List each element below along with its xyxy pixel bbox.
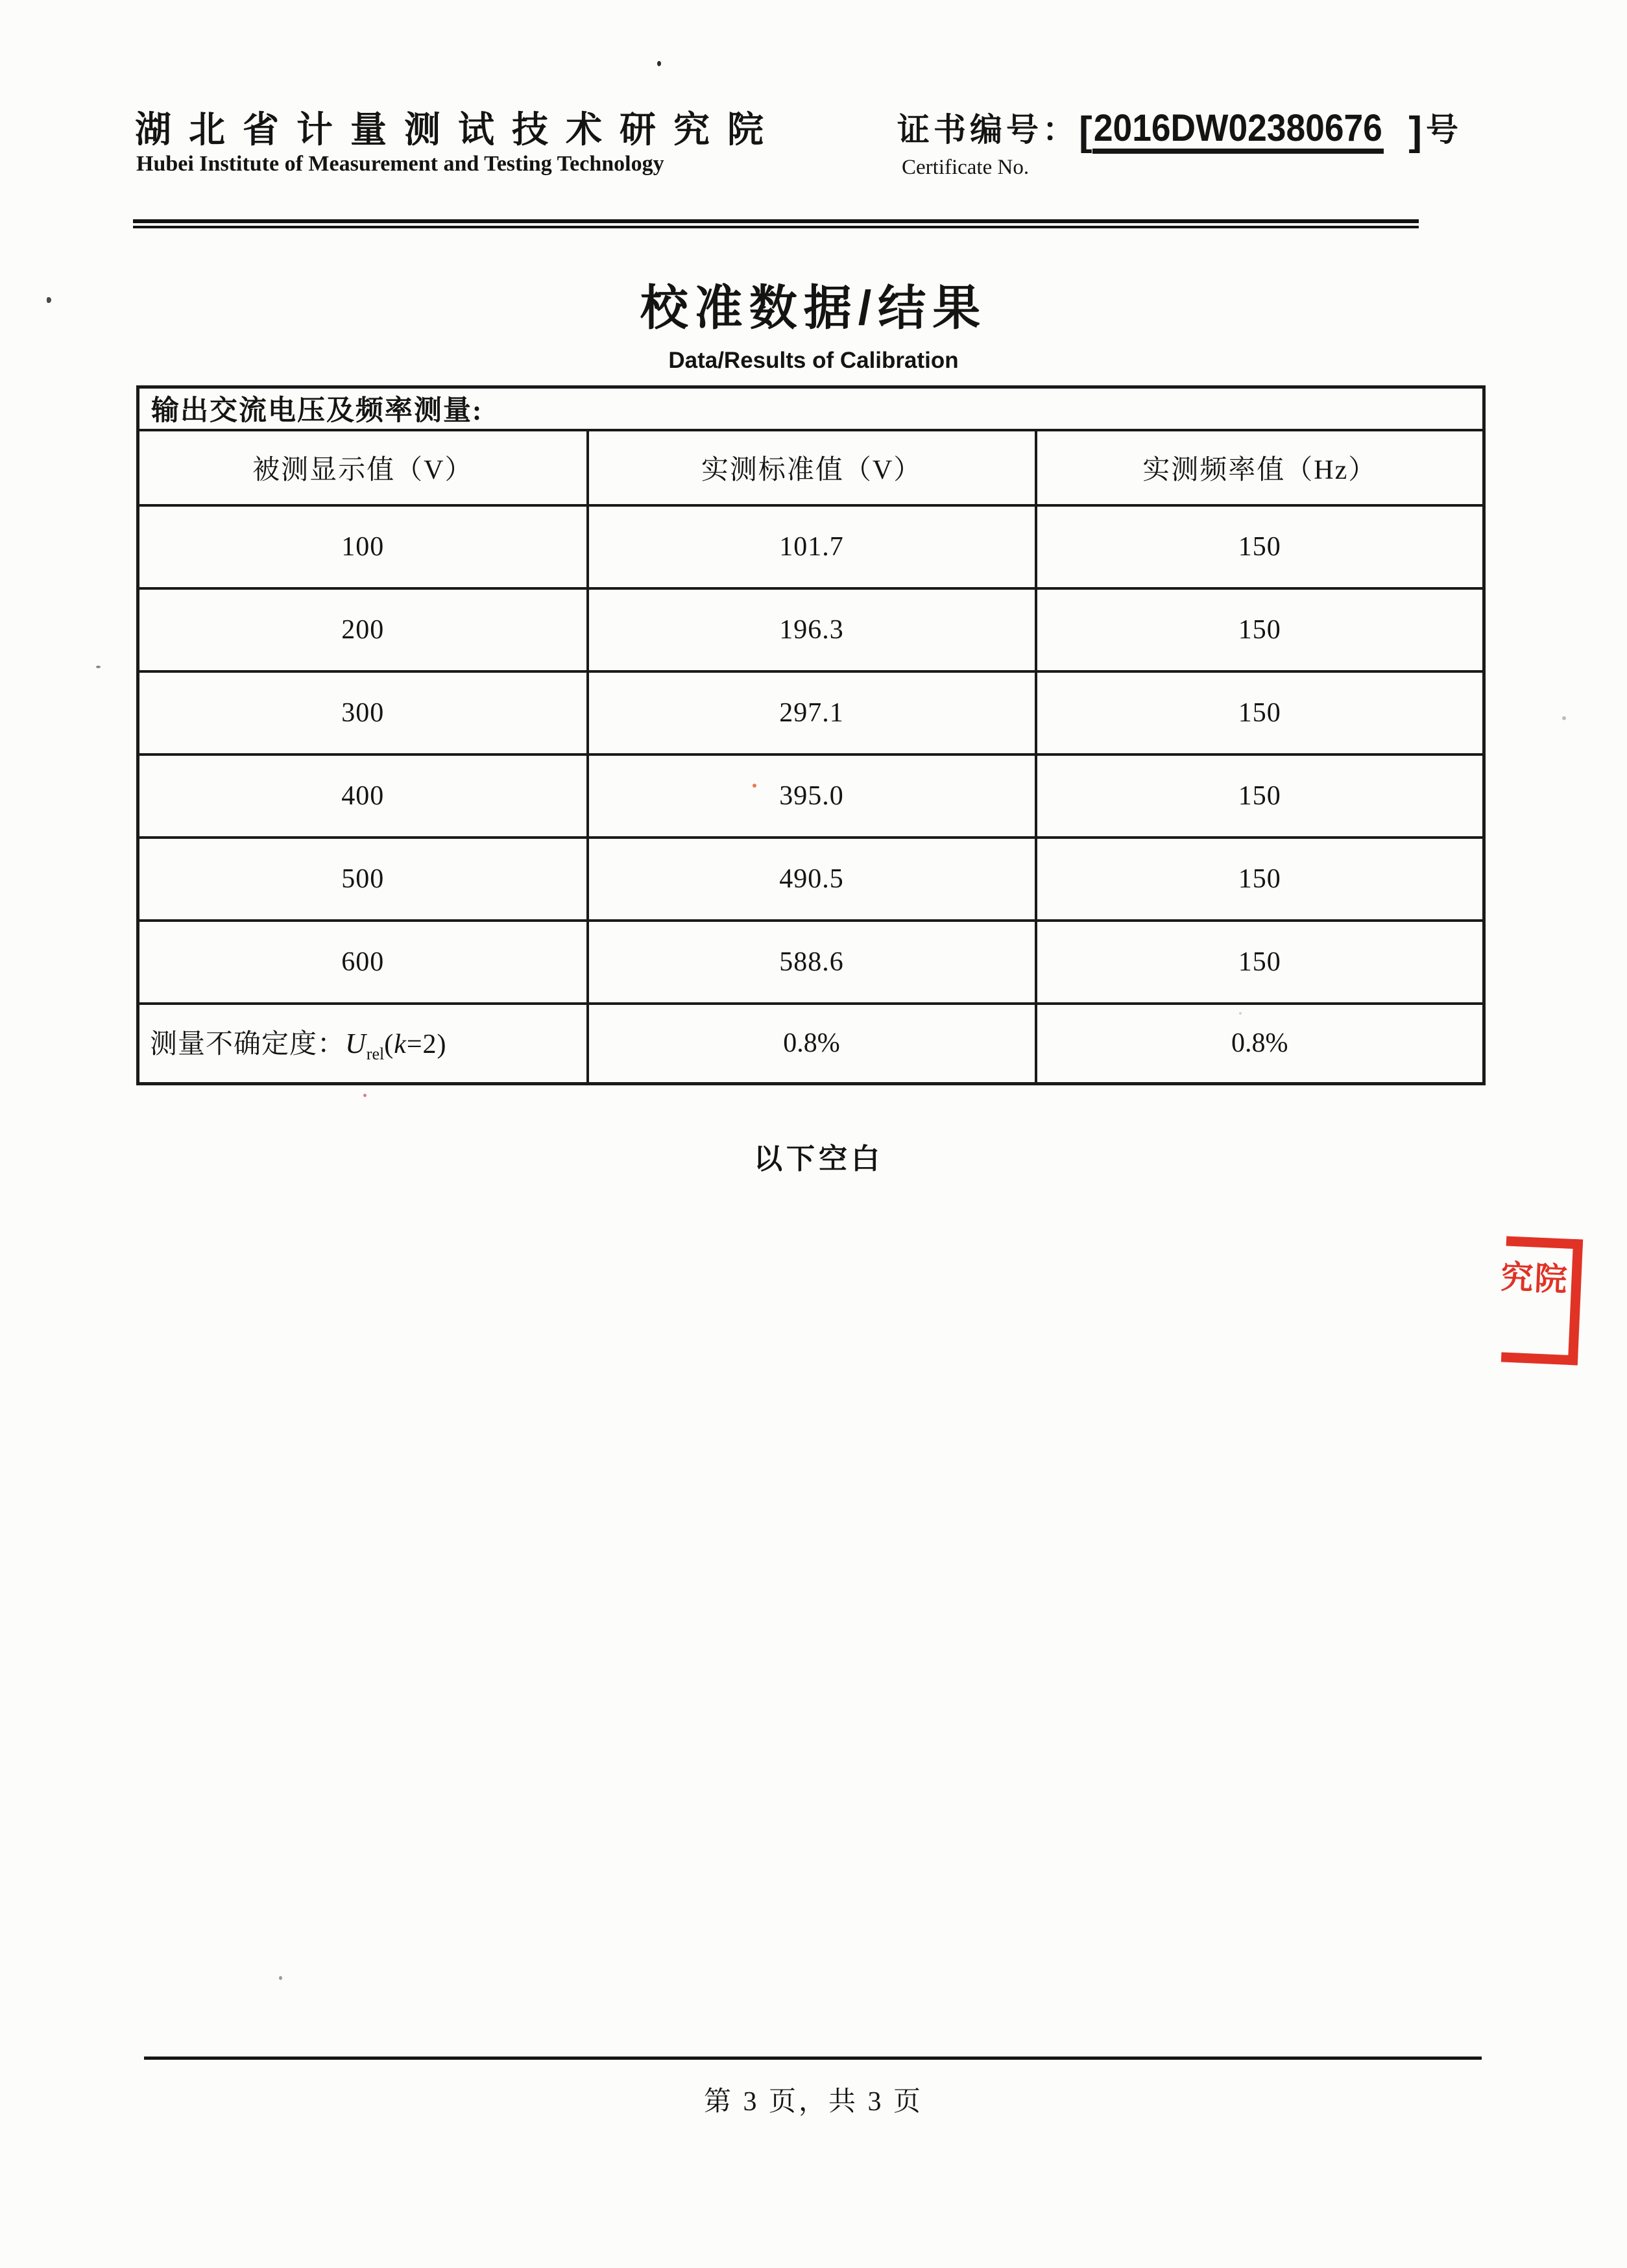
certificate-no-label-cn: 证书编号： <box>897 112 1079 148</box>
certificate-no-suffix: 号 <box>1426 112 1459 148</box>
page-title-cn: 校准数据/结果 <box>640 281 987 335</box>
uncertainty-paren-open: ( <box>384 1030 394 1060</box>
cell-frequency-value: 150 <box>1036 671 1484 754</box>
uncertainty-k-value: =2) <box>406 1030 447 1060</box>
certificate-bracket-close: ] <box>1408 109 1423 154</box>
uncertainty-label-prefix: 测量不确定度： <box>150 1030 346 1060</box>
below-blank-note: 以下空白 <box>754 1143 884 1175</box>
cell-frequency-value: 150 <box>1036 838 1484 921</box>
cell-frequency-value: 150 <box>1036 754 1484 838</box>
page-title-en: Data/Results of Calibration <box>668 348 959 373</box>
cell-frequency-value: 150 <box>1036 505 1484 588</box>
uncertainty-value-frequency: 0.8% <box>1036 1004 1484 1084</box>
table-row <box>138 505 1484 588</box>
cell-display-value: 500 <box>138 838 588 921</box>
col-header-display-value: 被测显示值（V） <box>138 430 588 505</box>
uncertainty-value-voltage: 0.8% <box>588 1004 1036 1084</box>
cell-standard-value: 490.5 <box>588 838 1036 921</box>
table-row <box>138 921 1484 1004</box>
cell-frequency-value: 150 <box>1036 921 1484 1004</box>
scan-speckle <box>96 666 101 668</box>
table-header-row <box>138 430 1484 505</box>
header-divider <box>133 219 1419 228</box>
scan-speckle <box>753 784 756 788</box>
col-header-measured-frequency: 实测频率值（Hz） <box>1036 430 1484 505</box>
uncertainty-label <box>138 1004 588 1084</box>
calibration-table <box>136 385 1486 1085</box>
scan-speckle <box>279 1976 282 1980</box>
table-row <box>138 754 1484 838</box>
uncertainty-row <box>138 1004 1484 1084</box>
scan-speckle <box>1562 716 1566 720</box>
uncertainty-k-symbol: k <box>394 1030 407 1060</box>
uncertainty-u-symbol: U <box>345 1028 367 1060</box>
cell-standard-value: 196.3 <box>588 588 1036 671</box>
uncertainty-u-subscript: rel <box>366 1044 385 1064</box>
cell-display-value: 100 <box>138 505 588 588</box>
table-row <box>138 588 1484 671</box>
table-row <box>138 671 1484 754</box>
scan-speckle <box>363 1094 367 1097</box>
cell-standard-value: 395.0 <box>588 754 1036 838</box>
scan-speckle <box>47 297 51 303</box>
official-seal-stamp <box>1501 1237 1583 1366</box>
scan-speckle <box>657 61 661 66</box>
cell-display-value: 400 <box>138 754 588 838</box>
scan-speckle <box>1239 1012 1242 1015</box>
org-name-en: Hubei Institute of Measurement and Testing Technology <box>136 152 664 176</box>
cell-frequency-value: 150 <box>1036 588 1484 671</box>
page-number: 第 3 页，共 3 页 <box>703 2087 923 2117</box>
certificate-bracket-open: [ <box>1079 109 1092 154</box>
cell-standard-value: 101.7 <box>588 505 1036 588</box>
cell-standard-value: 588.6 <box>588 921 1036 1004</box>
table-caption: 输出交流电压及频率测量: <box>138 387 1484 430</box>
org-name-cn: 湖北省计量测试技术研究院 <box>135 109 781 150</box>
table-caption-row <box>138 387 1484 430</box>
certificate-no-label-en: Certificate No. <box>902 156 1030 179</box>
certificate-number-block <box>897 104 1458 154</box>
cell-standard-value: 297.1 <box>588 671 1036 754</box>
certificate-number: 2016DW02380676 <box>1092 109 1384 154</box>
col-header-measured-standard: 实测标准值（V） <box>588 430 1036 505</box>
table-row <box>138 838 1484 921</box>
seal-text: 究院 <box>1500 1259 1569 1298</box>
cell-display-value: 300 <box>138 671 588 754</box>
footer-divider <box>144 2057 1482 2060</box>
cell-display-value: 200 <box>138 588 588 671</box>
cell-display-value: 600 <box>138 921 588 1004</box>
